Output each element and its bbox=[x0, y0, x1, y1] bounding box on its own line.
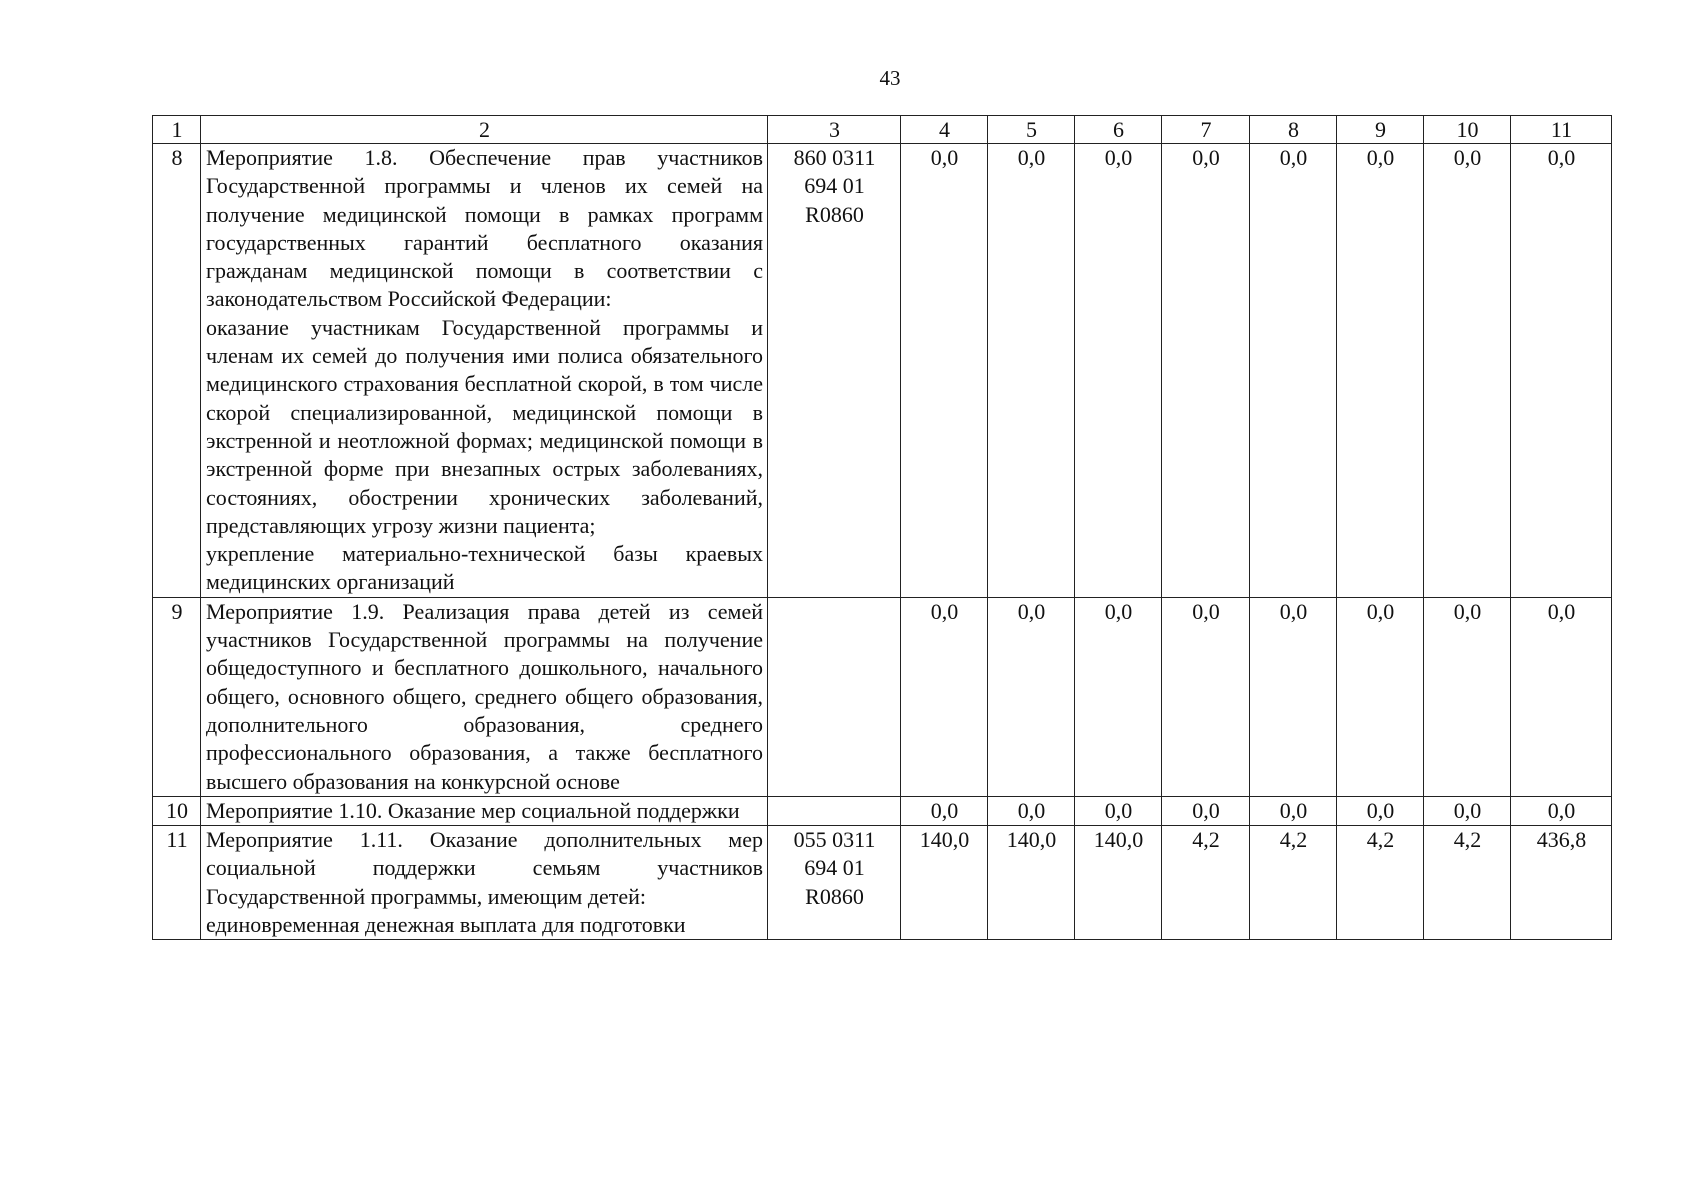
activity-description bbox=[201, 144, 768, 598]
budget-code bbox=[768, 826, 901, 940]
value-cell: 4,2 bbox=[1337, 826, 1424, 940]
value-cell: 0,0 bbox=[1337, 144, 1424, 598]
budget-code bbox=[768, 144, 901, 598]
budget-code-line: 694 01 bbox=[804, 855, 865, 881]
value-cell: 0,0 bbox=[1075, 796, 1162, 825]
table-row bbox=[153, 796, 1612, 825]
budget-code bbox=[768, 597, 901, 796]
budget-code-line: 055 0311 bbox=[793, 827, 876, 853]
value-cell: 0,0 bbox=[901, 144, 988, 598]
column-header: 5 bbox=[988, 116, 1075, 144]
value-cell: 0,0 bbox=[1511, 597, 1612, 796]
budget-code-line: R0860 bbox=[805, 201, 864, 227]
column-header: 2 bbox=[201, 116, 768, 144]
table-row bbox=[153, 826, 1612, 940]
value-cell: 4,2 bbox=[1250, 826, 1337, 940]
description-paragraph: Мероприятие 1.8. Обеспечение прав участников Государственной программы и членов их семей на получение медицинской помощи в рамках программ государственных гарантий бесплатного оказания гражданам медицинской помощи в соответствии с законодательством Российской Федерации: bbox=[206, 145, 763, 312]
row-number: 8 bbox=[153, 144, 201, 598]
value-cell: 0,0 bbox=[1075, 144, 1162, 598]
value-cell: 140,0 bbox=[988, 826, 1075, 940]
column-header: 11 bbox=[1511, 116, 1612, 144]
value-cell: 0,0 bbox=[1511, 144, 1612, 598]
value-cell: 0,0 bbox=[1424, 597, 1511, 796]
value-cell: 0,0 bbox=[901, 796, 988, 825]
value-cell: 0,0 bbox=[988, 597, 1075, 796]
value-cell: 0,0 bbox=[988, 144, 1075, 598]
table-row bbox=[153, 144, 1612, 598]
value-cell: 0,0 bbox=[1337, 597, 1424, 796]
value-cell: 0,0 bbox=[901, 597, 988, 796]
column-header: 9 bbox=[1337, 116, 1424, 144]
column-header: 8 bbox=[1250, 116, 1337, 144]
value-cell: 436,8 bbox=[1511, 826, 1612, 940]
budget-code-line: R0860 bbox=[805, 883, 864, 909]
value-cell: 0,0 bbox=[1162, 597, 1250, 796]
description-paragraph: укрепление материально-технической базы краевых медицинских организаций bbox=[206, 541, 763, 595]
value-cell: 4,2 bbox=[1424, 826, 1511, 940]
description-paragraph: Мероприятие 1.9. Реализация права детей из семей участников Государственной программы на получение общедоступного и бесплатного дошкольного, начального общего, основного общего, среднего общего образования, дополнительного образования, среднего профессионального образования, а также бесплатного высшего образования на конкурсной основе bbox=[206, 598, 763, 794]
column-header: 4 bbox=[901, 116, 988, 144]
value-cell: 0,0 bbox=[1250, 597, 1337, 796]
table-row bbox=[153, 597, 1612, 796]
value-cell: 0,0 bbox=[1511, 796, 1612, 825]
column-header: 7 bbox=[1162, 116, 1250, 144]
value-cell: 0,0 bbox=[1250, 144, 1337, 598]
column-header: 1 bbox=[153, 116, 201, 144]
header-row bbox=[153, 116, 1612, 144]
value-cell: 4,2 bbox=[1162, 826, 1250, 940]
activity-description bbox=[201, 796, 768, 825]
value-cell: 0,0 bbox=[1250, 796, 1337, 825]
description-paragraph: Мероприятие 1.11. Оказание дополнительных мер социальной поддержки семьям участников Государственной программы, имеющим детей: bbox=[206, 827, 763, 909]
row-number: 10 bbox=[153, 796, 201, 825]
activity-description bbox=[201, 826, 768, 940]
column-header: 3 bbox=[768, 116, 901, 144]
budget-code-line: 694 01 bbox=[804, 173, 865, 199]
value-cell: 0,0 bbox=[988, 796, 1075, 825]
description-paragraph: оказание участникам Государственной программы и членам их семей до получения ими полиса обязательного медицинского страхования бесплатной скорой, в том числе скорой специализированной, медицинской помощи в экстренной и неотложной формах; медицинской помощи в экстренной форме при внезапных острых заболеваниях, состояниях, обострении хронических заболеваний, представляющих угрозу жизни пациента; bbox=[206, 314, 763, 538]
value-cell: 0,0 bbox=[1337, 796, 1424, 825]
value-cell: 140,0 bbox=[901, 826, 988, 940]
activity-description bbox=[201, 597, 768, 796]
column-header: 6 bbox=[1075, 116, 1162, 144]
column-header: 10 bbox=[1424, 116, 1511, 144]
value-cell: 0,0 bbox=[1162, 796, 1250, 825]
description-paragraph: Мероприятие 1.10. Оказание мер социальной поддержки bbox=[206, 797, 740, 823]
budget-code bbox=[768, 796, 901, 825]
value-cell: 0,0 bbox=[1075, 597, 1162, 796]
value-cell: 140,0 bbox=[1075, 826, 1162, 940]
row-number: 9 bbox=[153, 597, 201, 796]
description-paragraph: единовременная денежная выплата для подготовки bbox=[206, 912, 686, 938]
value-cell: 0,0 bbox=[1424, 144, 1511, 598]
budget-table bbox=[152, 115, 1612, 940]
value-cell: 0,0 bbox=[1424, 796, 1511, 825]
budget-code-line: 860 0311 bbox=[793, 145, 876, 170]
row-number: 11 bbox=[153, 826, 201, 940]
value-cell: 0,0 bbox=[1162, 144, 1250, 598]
page-number: 43 bbox=[879, 66, 901, 90]
